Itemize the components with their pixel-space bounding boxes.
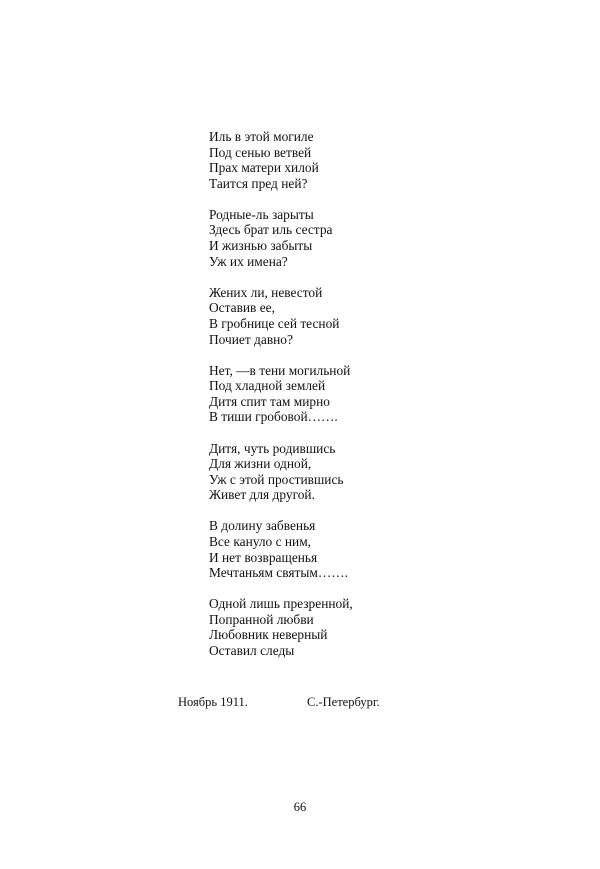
poem-line: Родные-ль зарыты	[209, 206, 314, 222]
poem-line: Почиет давно?	[209, 331, 293, 347]
poem-line: Уж с этой простившись	[209, 471, 344, 487]
signature-place: С.-Петербург.	[307, 695, 380, 709]
poem-line: Мечтаньям святым…….	[209, 565, 348, 581]
poem-line: Таится пред ней?	[209, 175, 308, 191]
poem-line: Жених ли, невестой	[209, 284, 323, 300]
poem-line: В тиши гробовой…….	[209, 409, 338, 425]
poem-line: Нет, —в тени могильной	[209, 362, 351, 378]
poem-line: Дитя, чуть родившись	[209, 440, 336, 456]
poem-line: В гробнице сей тесной	[209, 315, 340, 331]
poem-line: Любовник неверный	[209, 627, 328, 643]
poem-line: И нет возвращенья	[209, 549, 318, 565]
poem-line: Все кануло с ним,	[209, 533, 312, 549]
poem-line: Здесь брат иль сестра	[209, 222, 333, 238]
page-number: 66	[293, 800, 307, 814]
poem-line: Уж их имена?	[209, 253, 288, 269]
stanza	[209, 596, 469, 658]
poem-line: Оставил следы	[209, 643, 295, 659]
poem-line: Для жизни одной,	[209, 456, 312, 472]
stanza	[209, 207, 469, 269]
stanza	[209, 518, 469, 580]
poem-line: Под сенью ветвей	[209, 144, 312, 160]
poem-line: Иль в этой могиле	[209, 129, 314, 144]
poem-line: Под хладной землей	[209, 378, 326, 394]
poem-line: Дитя спит там мирно	[209, 393, 330, 409]
poem-line: В долину забвенья	[209, 518, 316, 534]
poem-line: Оставив ее,	[209, 300, 275, 316]
signature-date: Ноябрь 1911.	[178, 695, 248, 709]
poem-line: Живет для другой.	[209, 487, 315, 503]
poem-line: Одной лишь презренной,	[209, 596, 353, 612]
poem-line: И жизнью забыты	[209, 238, 313, 254]
stanza	[209, 441, 469, 503]
stanza	[209, 363, 469, 425]
poem-line: Прах матери хилой	[209, 160, 319, 176]
stanza	[209, 285, 469, 347]
stanza	[209, 129, 469, 191]
poem-line: Попранной любви	[209, 611, 314, 627]
poem	[209, 129, 469, 674]
